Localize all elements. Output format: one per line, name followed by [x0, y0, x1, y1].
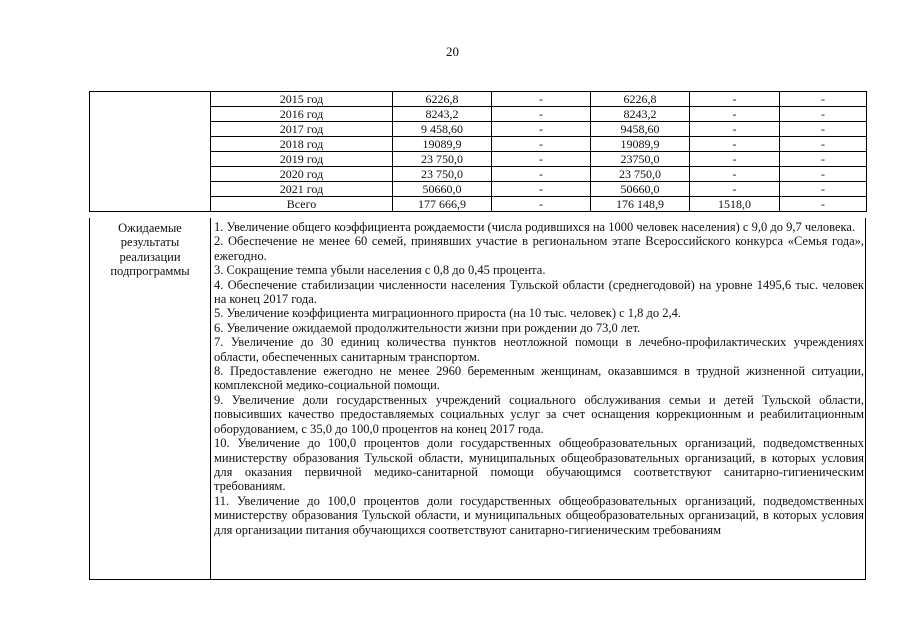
- value-cell: -: [780, 182, 867, 197]
- year-cell: 2020 год: [211, 167, 393, 182]
- result-item: 4. Обеспечение стабилизации численности населения Тульской области (среднегодовой) на уровне 1495,6 тыс. человек на конец 2017 года.: [214, 277, 864, 307]
- empty-label-cell: [90, 92, 211, 212]
- value-cell: 9458,60: [591, 122, 690, 137]
- result-item: 5. Увеличение коэффициента миграционного прироста (на 10 тыс. человек) с 1,8 до 2,4.: [214, 306, 682, 321]
- total-cell: 23 750,0: [393, 167, 492, 182]
- total-cell: 23 750,0: [393, 152, 492, 167]
- year-cell: 2016 год: [211, 107, 393, 122]
- total-cell: 19089,9: [393, 137, 492, 152]
- total-cell: 50660,0: [393, 182, 492, 197]
- value-cell: -: [780, 92, 867, 107]
- year-cell: 2017 год: [211, 122, 393, 137]
- value-cell: 8243,2: [591, 107, 690, 122]
- label-line: Ожидаемые: [118, 221, 182, 235]
- value-cell: -: [690, 137, 780, 152]
- value-cell: 1518,0: [690, 197, 780, 212]
- year-cell: 2018 год: [211, 137, 393, 152]
- year-cell: 2015 год: [211, 92, 393, 107]
- table-row: [90, 92, 867, 107]
- total-cell: 177 666,9: [393, 197, 492, 212]
- value-cell: -: [690, 167, 780, 182]
- value-cell: -: [492, 167, 591, 182]
- value-cell: -: [780, 197, 867, 212]
- value-cell: 23 750,0: [591, 167, 690, 182]
- value-cell: -: [780, 152, 867, 167]
- value-cell: -: [780, 107, 867, 122]
- year-cell: Всего: [211, 197, 393, 212]
- value-cell: 50660,0: [591, 182, 690, 197]
- result-item: 7. Увеличение до 30 единиц количества пунктов неотложной помощи в лечебно-профилактических учреждениях области, обеспеченных санитарным транспортом.: [214, 335, 864, 364]
- value-cell: -: [690, 122, 780, 137]
- value-cell: 176 148,9: [591, 197, 690, 212]
- value-cell: -: [780, 137, 867, 152]
- value-cell: -: [492, 92, 591, 107]
- result-item: 10. Увеличение до 100,0 процентов доли государственных общеобразовательных организаций, подведомственных министерству образования Тульской области, муниципальных общеобразовательных организаций, в которых условия для оказания первичной медико-санитарной помощи обучающимся соответствуют санитарно-гигиеническим требованиям.: [214, 436, 864, 494]
- value-cell: -: [492, 137, 591, 152]
- label-line: результаты: [120, 235, 180, 250]
- expected-results-label: [90, 218, 211, 579]
- result-item: 11. Увеличение до 100,0 процентов доли государственных общеобразовательных организаций, подведомственных министерству образования Тульской области, и муниципальных общеобразовательных организаций, в которых условия для организации питания обучающихся соответствуют санитарно-гигиеническим требованиям: [214, 493, 864, 537]
- year-cell: 2021 год: [211, 182, 393, 197]
- result-item: 1. Увеличение общего коэффициента рождаемости (числа родившихся на 1000 человек населения) с 9,0 до 9,7 человека.: [214, 220, 856, 234]
- value-cell: -: [492, 197, 591, 212]
- value-cell: 19089,9: [591, 137, 690, 152]
- total-cell: 6226,8: [393, 92, 492, 107]
- label-line: подпрограммы: [110, 264, 190, 279]
- value-cell: -: [492, 152, 591, 167]
- value-cell: -: [690, 92, 780, 107]
- page-number: 20: [446, 44, 459, 59]
- value-cell: -: [492, 182, 591, 197]
- value-cell: -: [690, 107, 780, 122]
- value-cell: -: [780, 167, 867, 182]
- result-item: 9. Увеличение доли государственных учреждений социального обслуживания семьи и детей Тульской области, повысивших качество предоставляемых социальных услуг за счет оснащения коррекционным и реабилитационным оборудованием, с 35,0 до 100,0 процентов на конец 2017 года.: [214, 392, 864, 436]
- value-cell: -: [780, 122, 867, 137]
- result-item: 2. Обеспечение не менее 60 семей, принявших участие в региональном этапе Всероссийского конкурса «Семья года», ежегодно.: [214, 234, 864, 263]
- total-cell: 9 458,60: [393, 122, 492, 137]
- expected-results-list: [214, 220, 864, 537]
- total-cell: 8243,2: [393, 107, 492, 122]
- value-cell: 6226,8: [591, 92, 690, 107]
- value-cell: -: [690, 152, 780, 167]
- value-cell: 23750,0: [591, 152, 690, 167]
- financing-table: [89, 91, 867, 212]
- value-cell: -: [492, 122, 591, 137]
- expected-results-section: [89, 218, 866, 580]
- result-item: 6. Увеличение ожидаемой продолжительности жизни при рождении до 73,0 лет.: [214, 320, 641, 335]
- result-item: 8. Предоставление ежегодно не менее 2960 беременным женщинам, оказавшимся в трудной жизненной ситуации, комплексной медико-социальной помощи.: [214, 364, 864, 393]
- label-line: реализации: [119, 249, 181, 264]
- value-cell: -: [492, 107, 591, 122]
- year-cell: 2019 год: [211, 152, 393, 167]
- value-cell: -: [690, 182, 780, 197]
- result-item: 3. Сокращение темпа убыли населения с 0,8 до 0,45 процента.: [214, 263, 546, 278]
